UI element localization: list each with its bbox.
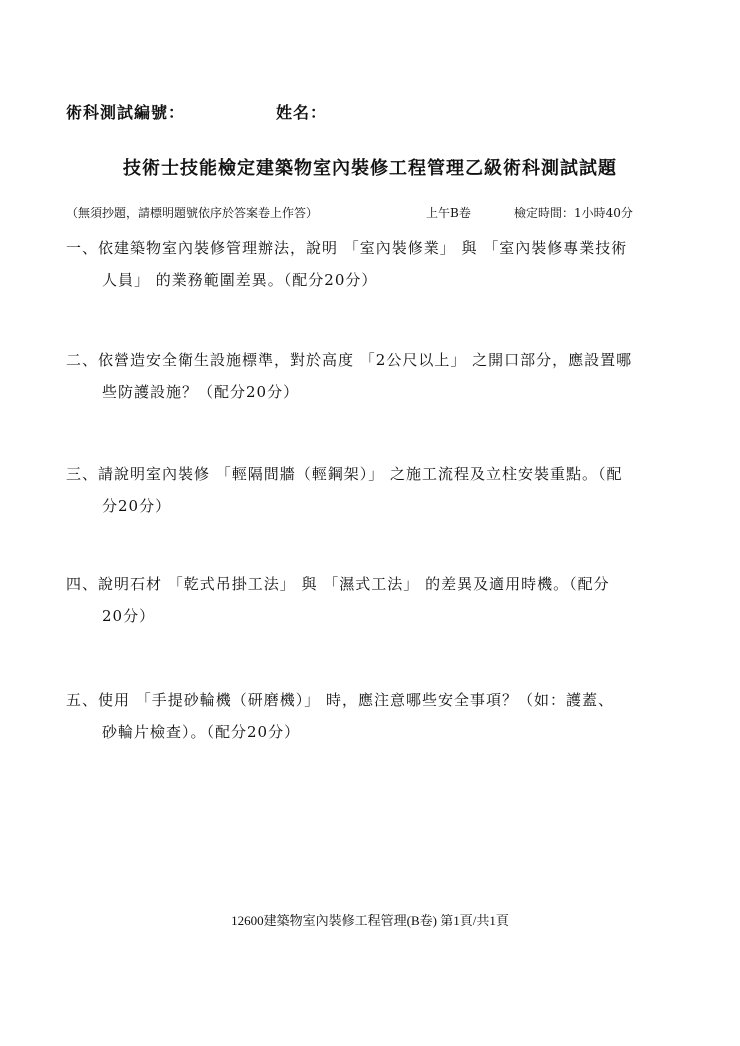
test-number-label: 術科測試編號：: [66, 103, 186, 122]
page-title: 技術士技能檢定建築物室內裝修工程管理乙級術科測試試題: [123, 158, 617, 179]
question-text-line1: 五、使用 「手提砂輪機（研磨機）」 時，應注意哪些安全事項？（如：護蓋、: [66, 691, 615, 709]
question-1: [66, 232, 676, 296]
question-3: [66, 458, 676, 522]
instruction-text: （無須抄題，請標明題號依序於答案卷上作答）: [66, 206, 319, 220]
question-text-line2: 些防護設施？（配分20分）: [102, 383, 300, 401]
question-text-line2: 砂輪片檢查）。（配分20分）: [102, 723, 301, 741]
exam-header: [66, 100, 328, 123]
exam-meta: [66, 204, 633, 221]
question-text-line2: 分20分）: [102, 497, 172, 515]
question-text-line1: 四、說明石材 「乾式吊掛工法」 與 「濕式工法」 的差異及適用時機。（配分: [66, 575, 610, 593]
name-label: 姓名：: [276, 103, 328, 122]
page-footer: 12600建築物室內裝修工程管理(B卷) 第1頁/共1頁: [231, 913, 509, 928]
question-5: [66, 684, 676, 748]
question-text-line1: 一、依建築物室內裝修管理辦法，說明 「室內裝修業」 與 「室內裝修專業技術: [66, 239, 628, 257]
session-label: 上午B卷: [426, 206, 471, 220]
question-text-line1: 二、依營造安全衛生設施標準，對於高度 「2公尺以上」 之開口部分，應設置哪: [66, 351, 633, 369]
question-text-line2: 20分）: [102, 607, 156, 625]
question-text-line1: 三、請說明室內裝修 「輕隔間牆（輕鋼架）」 之施工流程及立柱安裝重點。（配: [66, 465, 623, 483]
question-4: [66, 568, 676, 632]
question-2: [66, 344, 676, 408]
question-text-line2: 人員」 的業務範圍差異。（配分20分）: [102, 271, 378, 289]
duration-label: 檢定時間：1小時40分: [514, 206, 633, 220]
